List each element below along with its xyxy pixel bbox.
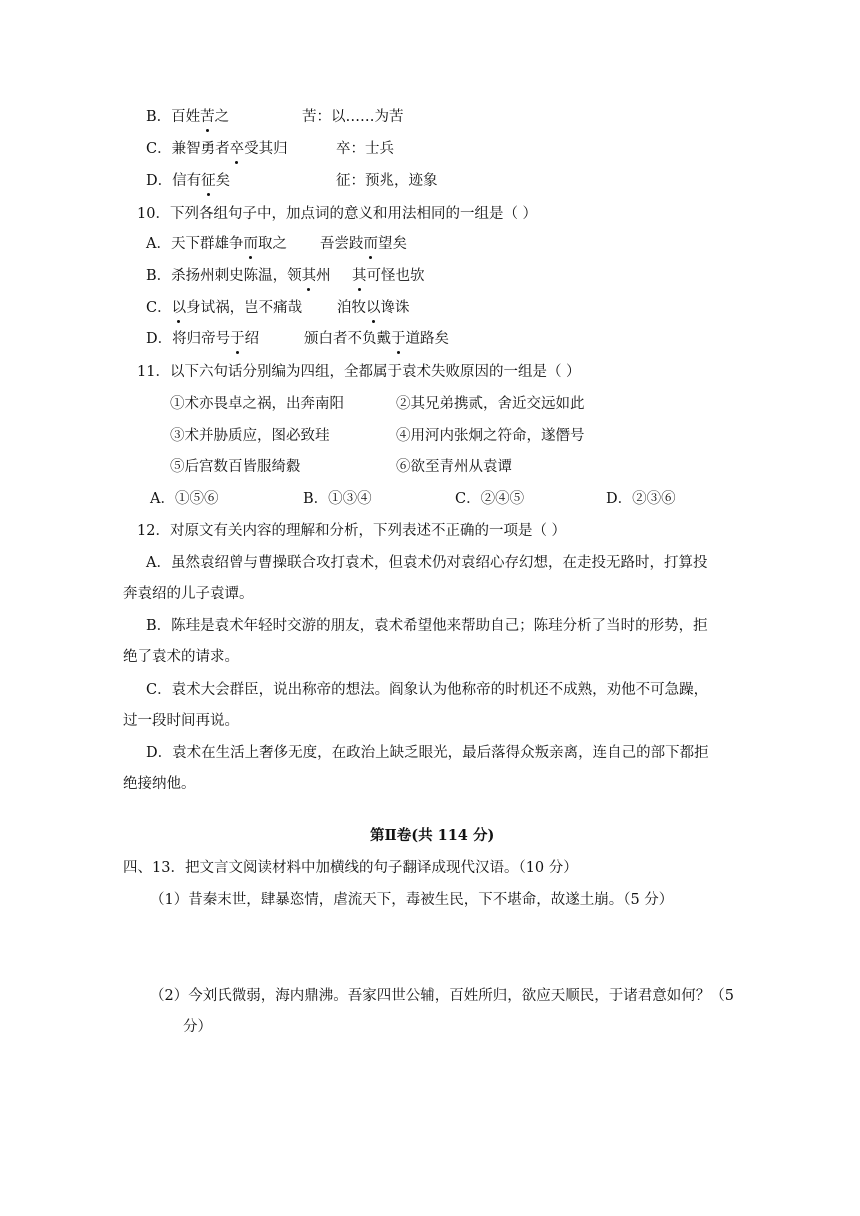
q10-option-d: D．将归帝号于绍 (146, 331, 260, 347)
q10-stem: 10．下列各组句子中，加点词的意义和用法相同的一组是（ ） (137, 206, 538, 222)
q10-option-a: A．天下群雄争而取之 (146, 236, 287, 252)
q11-item-6: ⑥欲至青州从袁谭 (396, 459, 512, 475)
dotted-char: 以 (366, 300, 381, 316)
q12-option-d-line2: 绝接纳他。 (123, 776, 196, 792)
q10-option-b-second: 其可怪也欤 (352, 268, 425, 284)
q9-gloss-c: 卒：士兵 (336, 141, 394, 157)
dotted-char: 其 (352, 268, 367, 284)
q9-gloss-d: 征：预兆，迹象 (336, 173, 438, 189)
q13-sentence-2-line2: 分） (183, 1019, 212, 1035)
q13-sentence-2-line1: （2）今刘氏微弱，海内鼎沸。吾家四世公辅，百姓所归，欲应天顺民，于诸君意如何？（5 (150, 988, 734, 1004)
q9-option-b: B．百姓苦之 (146, 109, 230, 125)
q12-option-b-line2: 绝了袁术的请求。 (123, 649, 239, 665)
dotted-char: 苦 (200, 109, 215, 125)
q12-option-a-line1: A．虽然袁绍曾与曹操联合攻打袁术，但袁术仍对袁绍心存幻想，在走投无路时，打算投 (146, 555, 708, 571)
q11-option-b: B．①③④ (303, 491, 372, 507)
q12-option-c-line1: C．袁术大会群臣，说出称帝的想法。阎象认为他称帝的时机还不成熟，劝他不可急躁， (146, 682, 709, 698)
dotted-char: 于 (391, 331, 406, 347)
dotted-char: 征 (201, 173, 216, 189)
dotted-char: 卒 (229, 141, 245, 157)
q13-stem: 四、13．把文言文阅读材料中加横线的句子翻译成现代汉语。（10 分） (123, 860, 578, 876)
q10-option-c-second: 洎牧以谗诛 (337, 300, 410, 316)
q12-option-d-line1: D．袁术在生活上奢侈无度，在政治上缺乏眼光，最后落得众叛亲离，连自己的部下都拒 (146, 745, 709, 761)
q11-item-4: ④用河内张炯之符命，遂僭号 (396, 428, 585, 444)
q13-sentence-1: （1）昔秦末世，肆暴恣情，虐流天下，毒被生民，下不堪命，故遂土崩。（5 分） (150, 892, 674, 908)
dotted-char: 而 (363, 236, 378, 252)
q11-option-c: C．②④⑤ (455, 491, 525, 507)
q12-option-c-line2: 过一段时间再说。 (123, 713, 239, 729)
q11-item-2: ②其兄弟携贰，舍近交远如此 (396, 396, 585, 412)
q11-item-5: ⑤后宫数百皆服绮縠 (170, 459, 301, 475)
q9-gloss-b: 苦：以……为苦 (302, 109, 404, 125)
dotted-char: 于 (230, 331, 245, 347)
q11-item-1: ①术亦畏卓之祸，出奔南阳 (170, 396, 344, 412)
q9-option-d: D．信有征矣 (146, 173, 231, 189)
q11-option-d: D．②③⑥ (606, 491, 676, 507)
q11-stem: 11．以下六句话分别编为四组，全都属于袁术失败原因的一组是（ ） (137, 364, 581, 380)
q11-option-a: A．①⑤⑥ (150, 491, 219, 507)
q11-item-3: ③术并胁质应，图必致珪 (170, 428, 330, 444)
dotted-char: 其 (301, 268, 317, 284)
dotted-char: 以 (171, 300, 187, 316)
q10-option-a-second: 吾尝跂而望矣 (320, 236, 407, 252)
section-title: 第Ⅱ卷(共 114 分) (370, 827, 495, 844)
q9-option-c: C．兼智勇者卒受其归 (146, 141, 288, 157)
q10-option-d-second: 颁白者不负戴于道路矣 (304, 331, 449, 347)
q12-stem: 12．对原文有关内容的理解和分析，下列表述不正确的一项是（ ） (137, 523, 567, 539)
q12-option-b-line1: B．陈珪是袁术年轻时交游的朋友，袁术希望他来帮助自己；陈珪分析了当时的形势，拒 (146, 618, 708, 634)
dotted-char: 而 (243, 236, 258, 252)
q10-option-c: C．以身试祸，岂不痛哉 (146, 300, 303, 316)
q12-option-a-line2: 奔袁绍的儿子袁谭。 (123, 586, 254, 602)
q10-option-b: B．杀扬州刺史陈温，领其州 (146, 268, 331, 284)
